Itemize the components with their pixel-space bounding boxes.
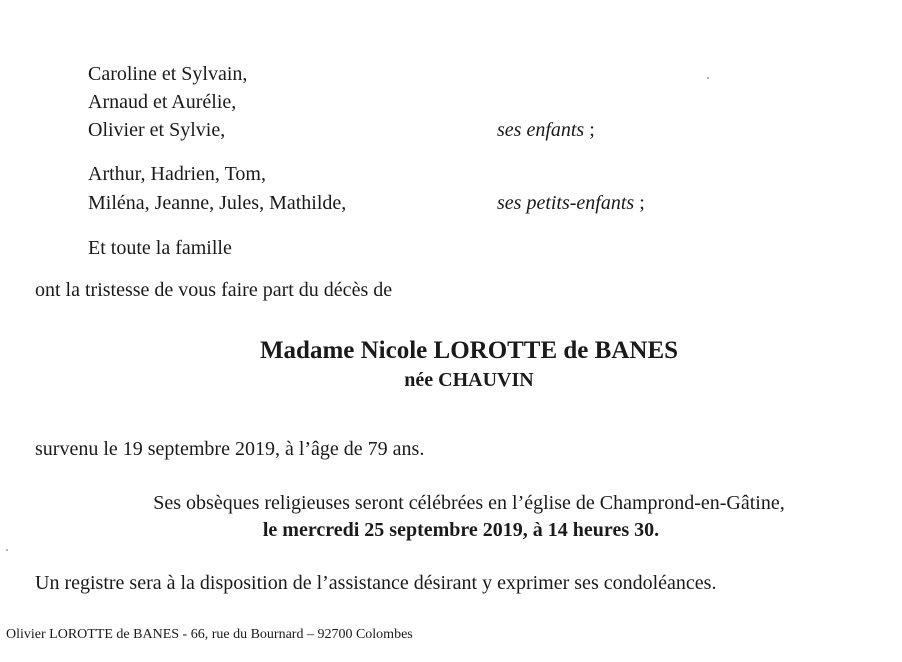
child-couple-3: Olivier et Sylvie,: [88, 119, 226, 141]
children-role-label: ses enfants: [497, 119, 585, 141]
child-couple-2: Arnaud et Aurélie,: [88, 91, 237, 113]
children-role-suffix: ;: [584, 119, 595, 141]
deceased-name: Madame Nicole LOROTTE de BANES: [259, 337, 679, 364]
funeral-datetime: le mercredi 25 septembre 2019, à 14 heures 30.: [262, 519, 660, 541]
register-note: Un registre sera à la disposition de l’assistance désirant y exprimer ses condoléances.: [35, 572, 717, 594]
scan-speck: [707, 77, 709, 79]
deceased-maiden-name: née CHAUVIN: [404, 369, 534, 391]
family-line: Et toute la famille: [88, 237, 232, 259]
grandchildren-line-2: Miléna, Jeanne, Jules, Mathilde,: [88, 192, 347, 214]
grandchildren-line-1: Arthur, Hadrien, Tom,: [88, 163, 266, 185]
contact-address: Olivier LOROTTE de BANES - 66, rue du Bournard – 92700 Colombes: [6, 627, 413, 642]
funeral-line: Ses obsèques religieuses seront célébrées en l’église de Champrond-en-Gâtine,: [153, 492, 785, 514]
child-couple-1: Caroline et Sylvain,: [88, 63, 248, 85]
scan-speck: [6, 549, 8, 551]
children-role: [497, 118, 595, 142]
grandchildren-role-label: ses petits-enfants: [497, 192, 635, 214]
grandchildren-role-suffix: ;: [634, 192, 645, 214]
grandchildren-role: [497, 191, 645, 215]
announcement-line: ont la tristesse de vous faire part du décès de: [35, 279, 393, 301]
death-info: survenu le 19 septembre 2019, à l’âge de 79 ans.: [35, 438, 425, 460]
